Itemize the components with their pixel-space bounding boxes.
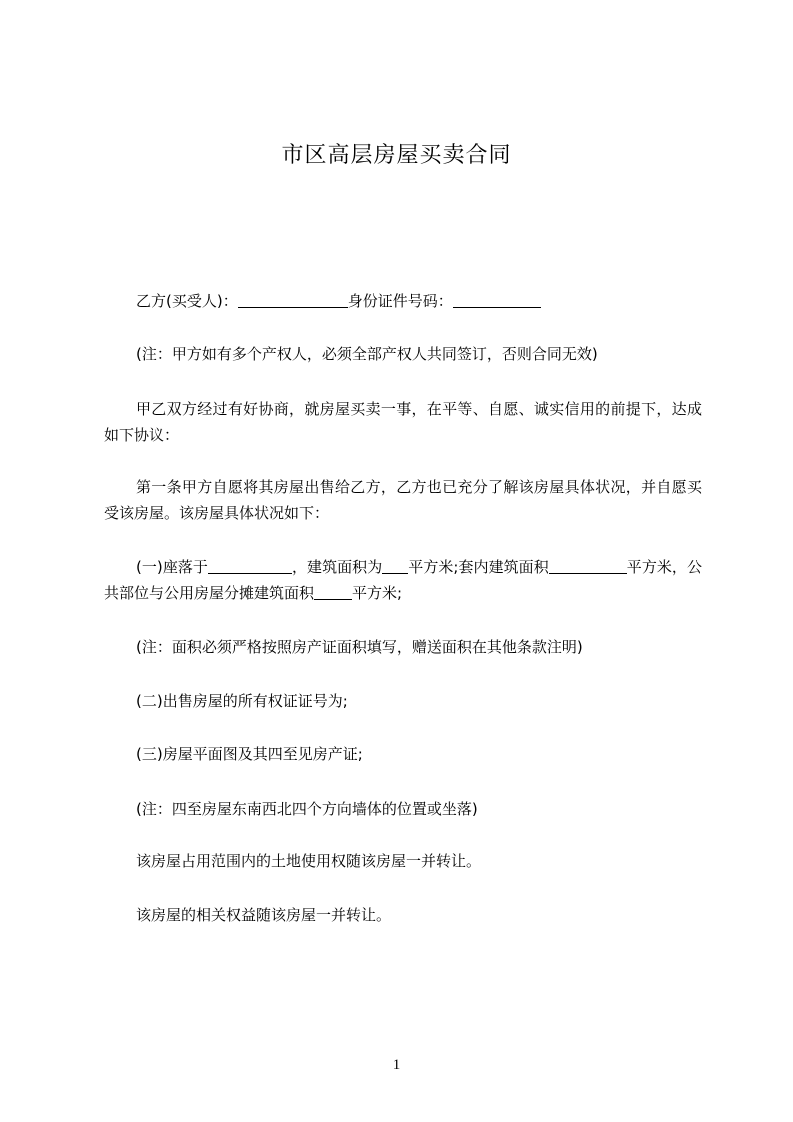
shared-area-blank <box>314 582 352 600</box>
note-owners: (注：甲方如有多个产权人，必须全部产权人共同签订，否则合同无效) <box>136 345 598 363</box>
buyer-line <box>104 288 702 314</box>
building-area-blank <box>382 556 408 574</box>
land-use-paragraph: 该房屋占用范围内的土地使用权随该房屋一并转让。 <box>136 852 482 870</box>
preamble-paragraph: 甲乙双方经过有好协商，就房屋买卖一事，在平等、自愿、诚实信用的前提下，达成如下协议： <box>104 400 702 444</box>
rights-paragraph: 该房屋的相关权益随该房屋一并转让。 <box>136 906 392 924</box>
contract-title: 市区高层房屋买卖合同 <box>281 143 512 168</box>
id-number-label: 身份证件号码： <box>347 292 453 310</box>
buyer-name-blank <box>238 290 348 308</box>
note-area: (注：面积必须严格按照房产证面积填写，赠送面积在其他条款注明) <box>136 638 583 656</box>
article-1-paragraph: 第一条甲方自愿将其房屋出售给乙方，乙方也已充分了解该房屋具体状况，并自愿买受该房屋。该房屋具体状况如下： <box>104 478 702 522</box>
inner-area-blank <box>549 556 627 574</box>
note-boundaries: (注：四至房屋东南西北四个方向墙体的位置或坐落) <box>136 800 478 818</box>
item-1-location-label: (一)座落于 <box>136 558 208 576</box>
item-1-paragraph <box>104 554 702 606</box>
item-1-area-label: ，建筑面积为 <box>291 558 383 576</box>
item-1-shared-area-label: 平方米，公共部位与公用房屋分摊建筑面积 <box>104 558 702 602</box>
item-1-unit-label: 平方米; <box>352 584 403 602</box>
item-3-paragraph: (三)房屋平面图及其四至见房产证; <box>136 745 363 763</box>
buyer-label: 乙方(买受人)： <box>136 292 238 310</box>
page-number: 1 <box>392 1057 401 1073</box>
id-number-blank <box>453 290 541 308</box>
location-blank <box>208 556 292 574</box>
item-2-paragraph: (二)出售房屋的所有权证证号为; <box>136 692 348 710</box>
item-1-inner-area-label: 平方米;套内建筑面积 <box>408 558 549 576</box>
